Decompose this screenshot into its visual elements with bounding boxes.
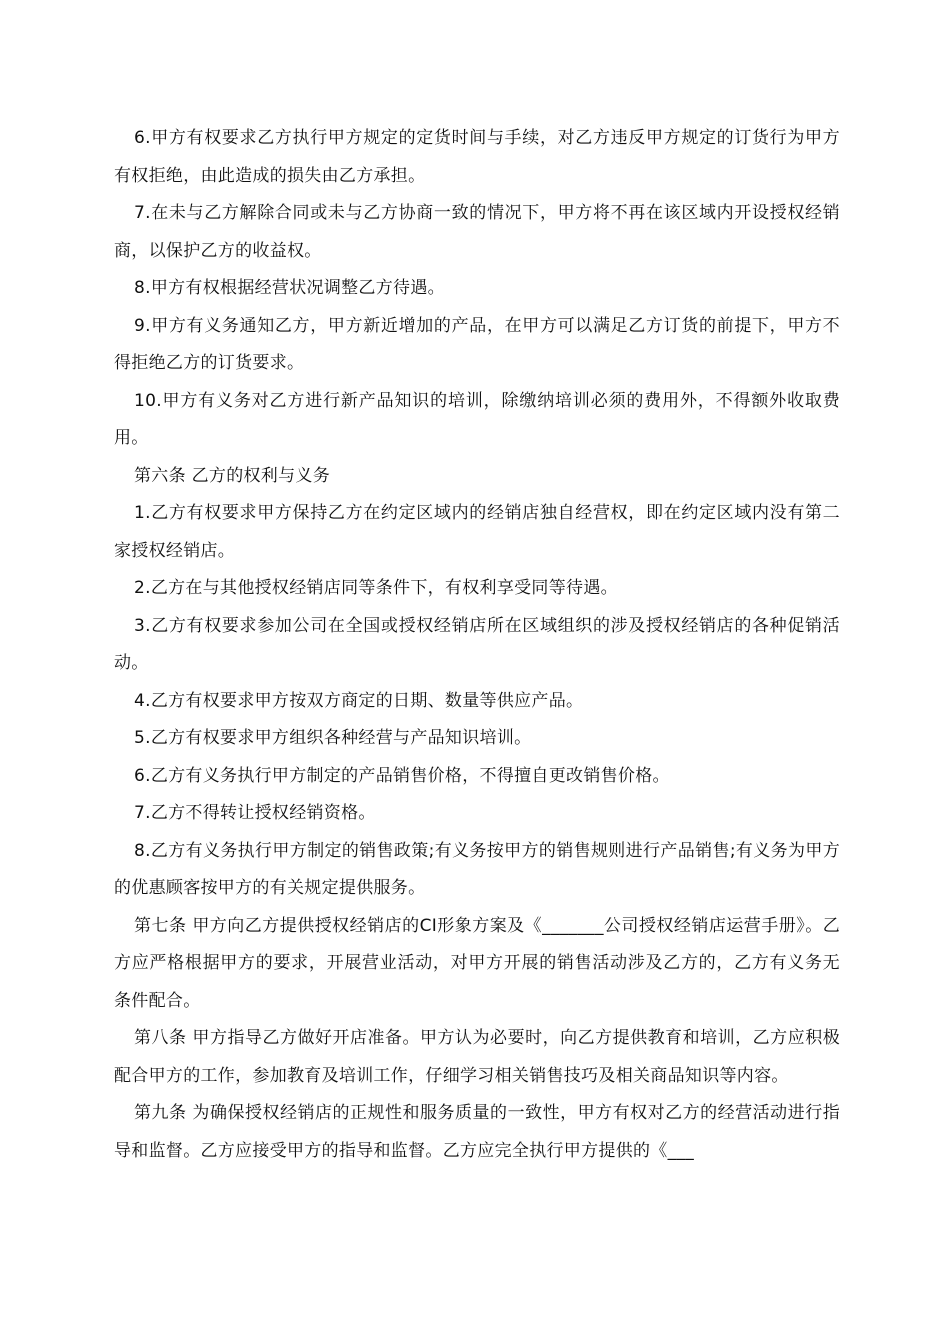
clause-6-heading: 第六条 乙方的权利与义务 [134, 465, 331, 486]
clause-6-item-8: 8.乙方有义务执行甲方制定的销售政策;有义务按甲方的销售规则进行产品销售;有义务为甲方的优惠顾客按甲方的有关规定提供服务。 [114, 840, 840, 898]
clause-5-item-6: 6.甲方有权要求乙方执行甲方规定的定货时间与手续，对乙方违反甲方规定的订货行为甲方有权拒绝，由此造成的损失由乙方承担。 [114, 128, 840, 186]
clause-5-item-10: 10.甲方有义务对乙方进行新产品知识的培训，除缴纳培训必须的费用外，不得额外收取费用。 [114, 390, 840, 448]
clause-5-item-8: 8.甲方有权根据经营状况调整乙方待遇。 [134, 278, 445, 298]
clause-6-item-2: 2.乙方在与其他授权经销店同等条件下，有权利享受同等待遇。 [134, 578, 618, 598]
clause-6-item-3: 3.乙方有权要求参加公司在全国或授权经销店所在区域组织的涉及授权经销店的各种促销活动。 [114, 615, 840, 673]
clause-6-item-4: 4.乙方有权要求甲方按双方商定的日期、数量等供应产品。 [134, 690, 584, 711]
clause-6-item-6: 6.乙方有义务执行甲方制定的产品销售价格，不得擅自更改销售价格。 [134, 765, 670, 786]
clause-6-item-1: 1.乙方有权要求甲方保持乙方在约定区域内的经销店独自经营权，即在约定区域内没有第二家授权经销店。 [114, 503, 840, 561]
document-body [114, 120, 840, 1170]
clause-6-item-5: 5.乙方有权要求甲方组织各种经营与产品知识培训。 [134, 728, 532, 748]
clause-5-item-9: 9.甲方有义务通知乙方，甲方新近增加的产品，在甲方可以满足乙方订货的前提下，甲方不得拒绝乙方的订货要求。 [114, 315, 840, 373]
clause-9: 第九条 为确保授权经销店的正规性和服务质量的一致性，甲方有权对乙方的经营活动进行指导和监督。乙方应接受甲方的指导和监督。乙方应完全执行甲方提供的《___ [114, 1103, 840, 1161]
clause-7: 第七条 甲方向乙方提供授权经销店的CI形象方案及《_______公司授权经销店运营手册》。乙方应严格根据甲方的要求，开展营业活动，对甲方开展的销售活动涉及乙方的，乙方有义务无条件配合。 [114, 915, 840, 1011]
clause-8: 第八条 甲方指导乙方做好开店准备。甲方认为必要时，向乙方提供教育和培训，乙方应积极配合甲方的工作，参加教育及培训工作，仔细学习相关销售技巧及相关商品知识等内容。 [114, 1028, 840, 1086]
clause-5-item-7: 7.在未与乙方解除合同或未与乙方协商一致的情况下，甲方将不再在该区域内开设授权经销商，以保护乙方的收益权。 [114, 203, 840, 261]
clause-6-item-7: 7.乙方不得转让授权经销资格。 [134, 803, 376, 823]
